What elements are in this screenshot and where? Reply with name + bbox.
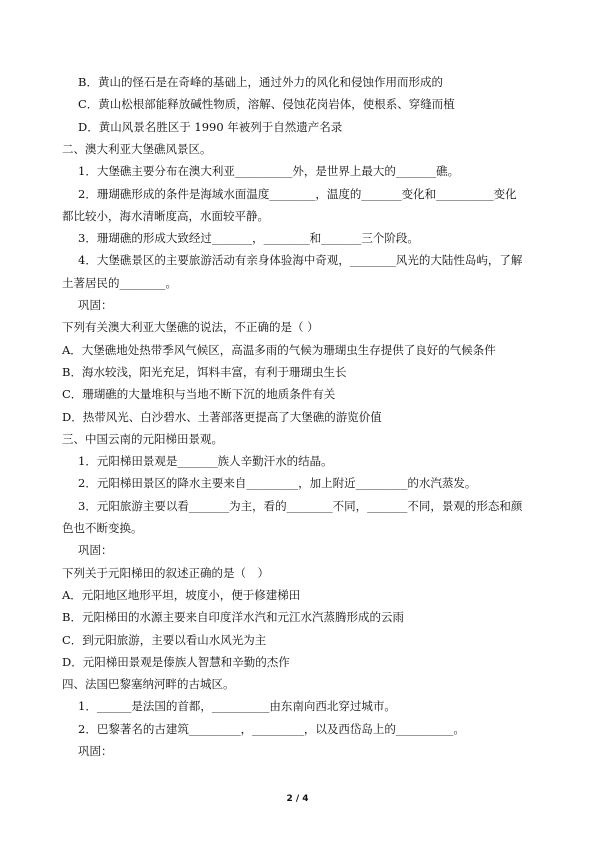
question-3-1: 1．元阳梯田景观是_______族人辛勤汗水的结晶。 [78,454,333,469]
page-number: 2 / 4 [286,794,309,804]
question-4-2: 2．巴黎著名的古建筑_________，_________，以及西岱岛上的__________。 [78,721,465,736]
question-2-2-continued: 都比较小，海水清晰度高，水面较平静。 [62,208,269,223]
section-two-heading: 二、澳大利亚大堡礁风景区。 [62,141,212,156]
option-c-huangshan-pine: C．黄山松根部能释放碱性物质，溶解、侵蚀花岗岩体，使根系、穿缝而植 [78,97,455,112]
mc-question-reef: 下列有关澳大利亚大堡礁的说法，不正确的是（ ） [62,320,319,335]
reef-option-b: B．海水较浅，阳光充足，饵料丰富，有利于珊瑚虫生长 [62,364,347,379]
question-3-3: 3．元阳旅游主要以看_______为主，看的________不同，_______不同，景观的形态和颜 [78,498,523,513]
consolidation-label-2: 巩固： [78,543,113,558]
section-four-heading: 四、法国巴黎塞纳河畔的古城区。 [62,677,235,692]
terrace-option-b: B．元阳梯田的水源主要来自印度洋水汽和元江水汽蒸腾形成的云雨 [62,610,404,625]
terrace-option-d: D．元阳梯田景观是傣族人智慧和辛勤的杰作 [62,654,290,669]
consolidation-label-3: 巩固： [78,744,113,758]
reef-option-a: A．大堡礁地处热带季风气候区，高温多雨的气候为珊瑚虫生存提供了良好的气候条件 [62,342,496,357]
question-4-1: 1．______是法国的首都，__________由东南向西北穿过城市。 [78,699,396,714]
consolidation-label: 巩固： [78,298,113,312]
terrace-option-c: C．到元阳旅游，主要以看山水风光为主 [62,632,267,647]
section-three-heading: 三、中国云南的元阳梯田景观。 [62,431,223,446]
option-d-huangshan-heritage: D．黄山风景名胜区于 1990 年被列于自然遗产名录 [78,119,343,134]
reef-option-d: D．热带风光、白沙碧水、土著部落更提高了大堡礁的游览价值 [62,409,382,424]
question-3-2: 2．元阳梯田景区的降水主要来自_________，加上附近_________的水汽蒸发。 [78,476,477,491]
mc-question-terraces: 下列关于元阳梯田的叙述正确的是（ ） [62,565,269,580]
reef-option-c: C．珊瑚礁的大量堆积与当地不断下沉的地质条件有关 [62,387,336,402]
question-2-2: 2．珊瑚礁形成的条件是海域水面温度________，温度的_______变化和__________变化 [78,186,517,201]
question-2-3: 3．珊瑚礁的形成大致经过_______，________和_______三个阶段。 [78,231,419,246]
question-2-1: 1．大堡礁主要分布在澳大利亚__________外，是世界上最大的_______礁。 [78,164,460,179]
question-3-3-continued: 色也不断变换。 [62,521,143,535]
terrace-option-a: A．元阳地区地形平坦，坡度小，便于修建梯田 [62,587,301,602]
question-2-4-continued: 土著居民的________。 [62,275,177,290]
question-2-4: 4．大堡礁景区的主要旅游活动有亲身体验海中奇观，________风光的大陆性岛屿，了解 [78,253,523,268]
option-b-huangshan-rocks: B．黄山的怪石是在奇峰的基础上，通过外力的风化和侵蚀作用而形成的 [78,75,443,89]
